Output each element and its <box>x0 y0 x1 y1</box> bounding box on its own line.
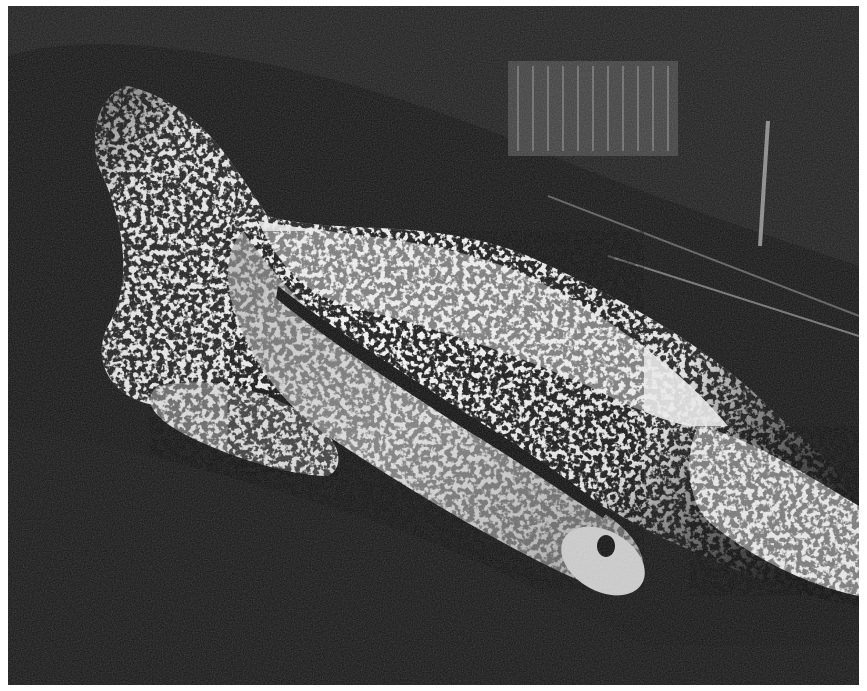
photograph <box>8 6 859 685</box>
photo-scene <box>8 6 859 685</box>
film-grain <box>8 6 859 685</box>
